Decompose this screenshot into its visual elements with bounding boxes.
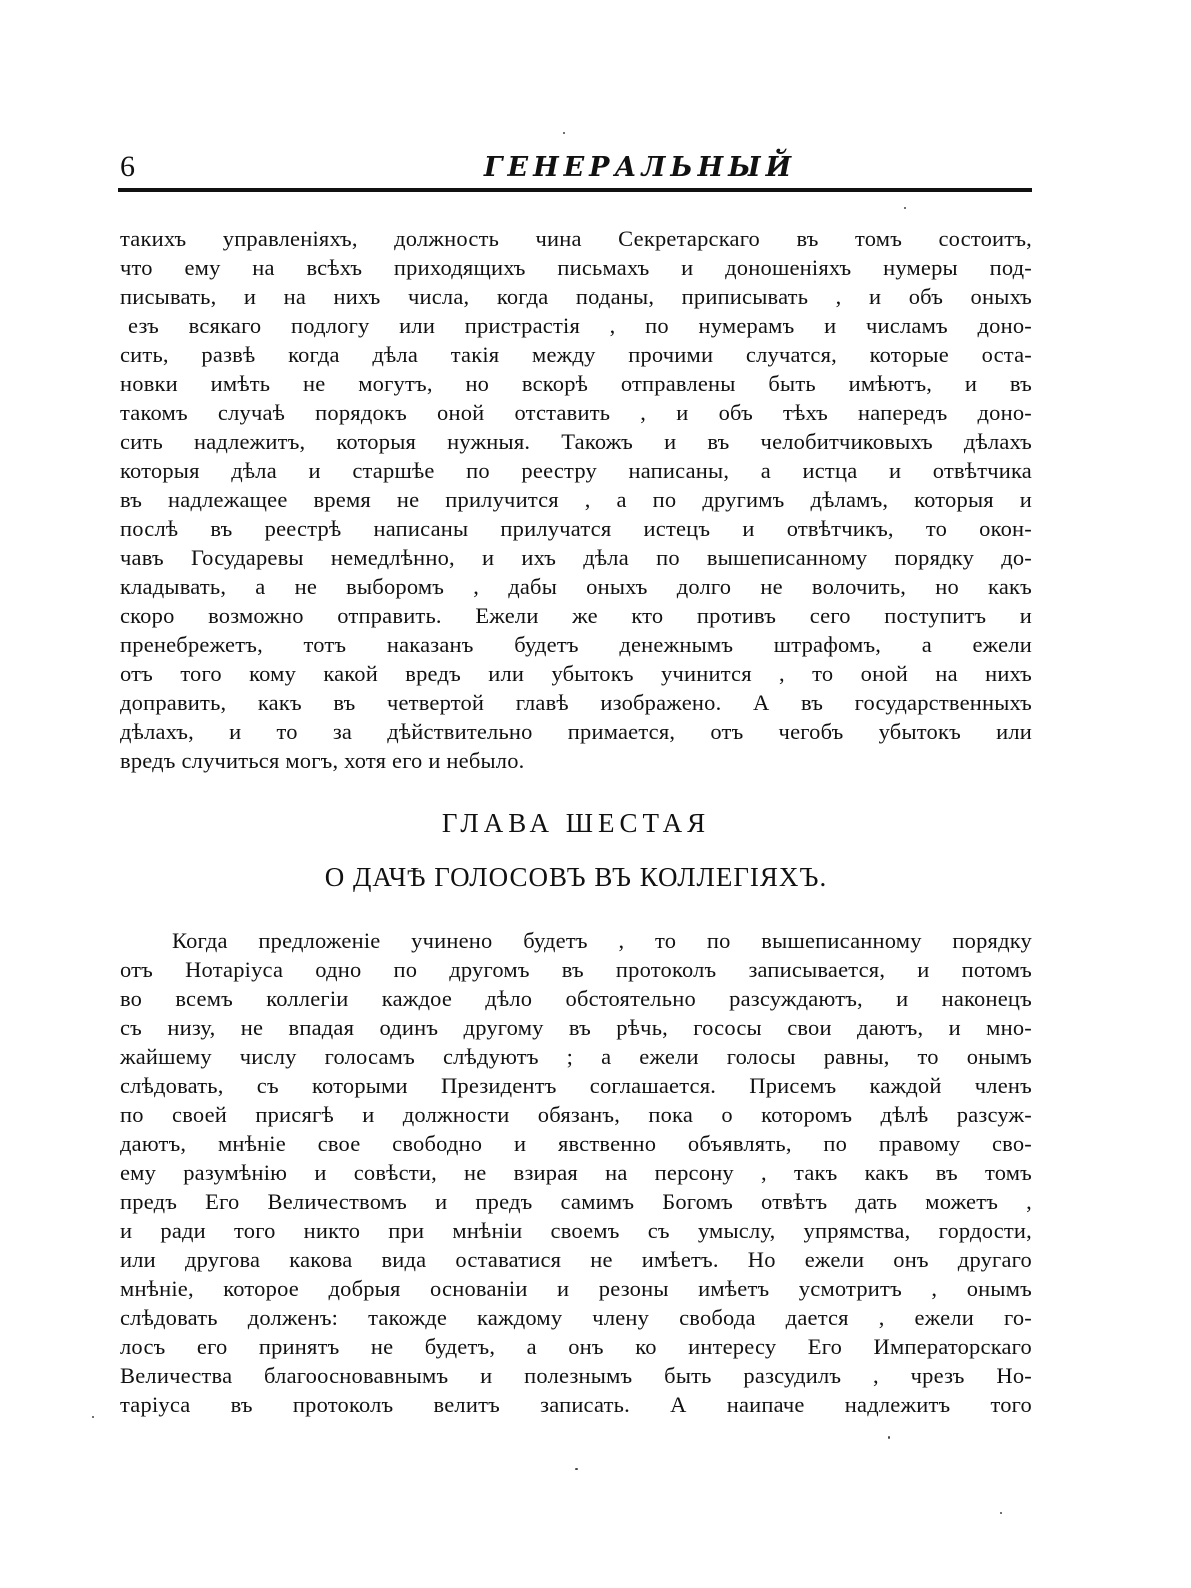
print-speck — [563, 132, 565, 134]
text-line: что ему на всѣхъ приходящихъ письмахъ и доношеніяхъ нумеры под- — [120, 255, 1032, 280]
text-line: слѣдовать долженъ: такожде каждому члену свобода дается , ежели го- — [120, 1305, 1032, 1330]
text-line: Когда предложеніе учинено будетъ , то по вышеписанному порядку — [172, 928, 1032, 953]
text-line: жайшему числу голосамъ слѣдуютъ ; а ежели голосы равны, то онымъ — [120, 1044, 1032, 1069]
text-line: новки имѣть не могутъ, но вскорѣ отправлены быть имѣютъ, и въ — [120, 371, 1032, 396]
text-line: съ низу, не впадая одинъ другому въ рѣчь, гососы свои даютъ, и мно- — [120, 1015, 1032, 1040]
text-line: сить, развѣ когда дѣла такія между прочими случатся, которые оста- — [120, 342, 1032, 367]
running-title: ГЕНЕРАЛЬНЫЙ — [483, 152, 797, 183]
text-line: чавъ Государевы немедлѣнно, и ихъ дѣла по вышеписанному порядку до- — [120, 545, 1032, 570]
text-line: сить надлежитъ, которыя нужныя. Такожъ и въ челобитчиковыхъ дѣлахъ — [120, 429, 1032, 454]
text-line: и ради того никто при мнѣніи своемъ съ умыслу, упрямства, гордости, — [120, 1218, 1032, 1243]
text-line: въ надлежащее время не прилучится , а по другимъ дѣламъ, которыя и — [120, 487, 1032, 512]
page-number: 6 — [120, 150, 135, 183]
text-line: даютъ, мнѣніе свое свободно и явственно объявлять, по правому сво- — [120, 1131, 1032, 1156]
header-rule — [118, 188, 1032, 192]
text-line: лосъ его принятъ не будетъ, а онъ ко интересу Его Императорскаго — [120, 1334, 1032, 1359]
chapter-subtitle: О ДАЧѢ ГОЛОСОВЪ ВЪ КОЛЛЕГІЯХЪ. — [324, 862, 828, 892]
text-line: отъ Нотаріуса одно по другомъ въ протоколъ записывается, и потомъ — [120, 957, 1032, 982]
text-line: пренебрежетъ, тотъ наказанъ будетъ денежнымъ штрафомъ, а ежели — [120, 632, 1032, 657]
chapter-heading: ГЛАВА ШЕСТАЯ — [441, 808, 711, 838]
print-speck — [888, 1436, 890, 1439]
text-line: дѣлахъ, и то за дѣйствительно примается, отъ чегобъ убытокъ или — [120, 719, 1032, 744]
text-line: Величества благоосновавнымъ и полезнымъ быть разсудилъ , чрезъ Но- — [120, 1363, 1032, 1388]
page-header — [120, 150, 1032, 190]
text-line: скоро возможно отправить. Ежели же кто противъ сего поступитъ и — [120, 603, 1032, 628]
text-line: ему разумѣнію и совѣсти, не взирая на персону , такъ какъ въ томъ — [120, 1160, 1032, 1185]
print-speck — [904, 207, 906, 209]
print-speck — [575, 1468, 578, 1470]
text-line: такихъ управленіяхъ, должность чина Секретарскаго въ томъ состоитъ, — [120, 226, 1032, 251]
print-speck — [92, 1416, 94, 1418]
text-line: такомъ случаѣ порядокъ оной отставить , и объ тѣхъ напередъ доно- — [120, 400, 1032, 425]
print-speck — [1000, 1512, 1002, 1514]
text-line: слѣдовать, съ которыми Президентъ соглашается. Присемъ каждой членъ — [120, 1073, 1032, 1098]
text-line: кладывать, а не выборомъ , дабы оныхъ долго не волочить, но какъ — [120, 574, 1032, 599]
text-line: отъ того кому какой вредъ или убытокъ учинится , то оной на нихъ — [120, 661, 1032, 686]
text-line: таріуса въ протоколъ велитъ записать. А наипаче надлежитъ того — [120, 1392, 1032, 1417]
text-line: вредъ случиться могъ, хотя его и небыло. — [120, 748, 525, 773]
text-line: или другова какова вида оставатися не имѣетъ. Но ежели онъ другаго — [120, 1247, 1032, 1272]
text-line: по своей присягѣ и должности обязанъ, пока о которомъ дѣлѣ разсуж- — [120, 1102, 1032, 1127]
text-line: езъ всякаго подлогу или пристрастія , по нумерамъ и числамъ доно- — [128, 313, 1032, 338]
text-line: во всемъ коллегіи каждое дѣло обстоятельно разсуждаютъ, и наконецъ — [120, 986, 1032, 1011]
text-line: предъ Его Величествомъ и предъ самимъ Богомъ отвѣтъ дать можетъ , — [120, 1189, 1032, 1214]
text-line: писывать, и на нихъ числа, когда поданы, приписывать , и объ оныхъ — [120, 284, 1032, 309]
text-line: которыя дѣла и старшѣе по реестру написаны, а истца и отвѣтчика — [120, 458, 1032, 483]
text-line: мнѣніе, которое добрыя основаніи и резоны имѣетъ усмотритъ , онымъ — [120, 1276, 1032, 1301]
text-line: послѣ въ реестрѣ написаны прилучатся истецъ и отвѣтчикъ, то окон- — [120, 516, 1032, 541]
text-line: доправить, какъ въ четвертой главѣ изображено. А въ государственныхъ — [120, 690, 1032, 715]
